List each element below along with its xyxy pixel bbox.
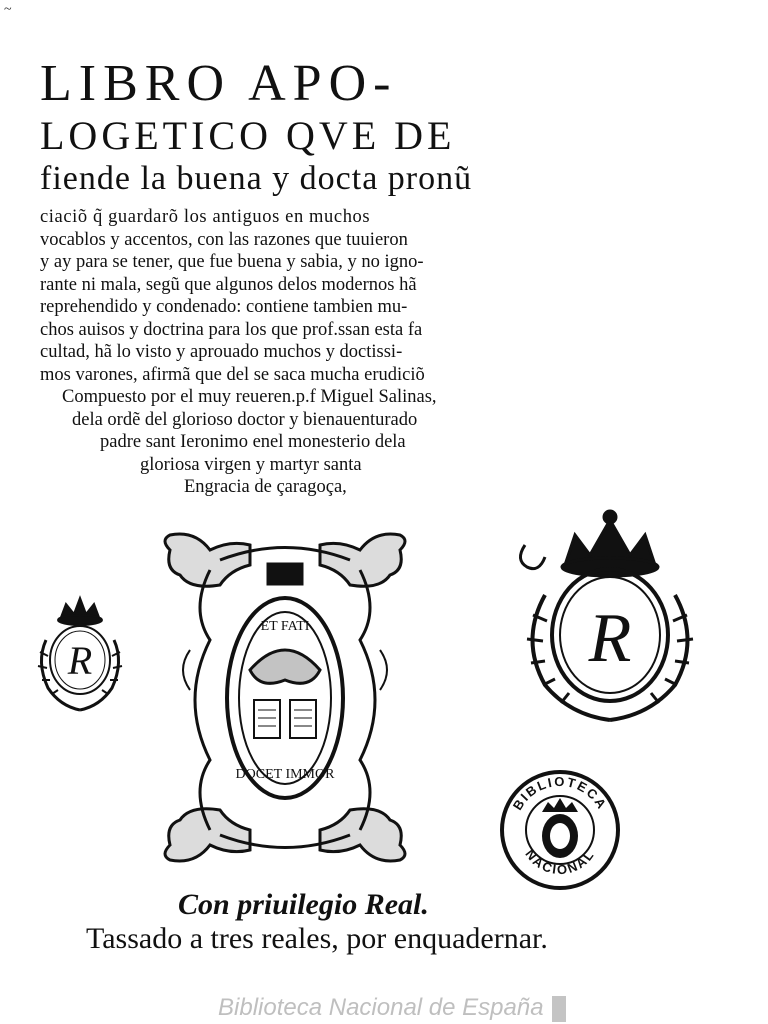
stamp-text-top: BIBLIOTECA <box>509 773 611 813</box>
corner-mark: ~ <box>4 2 12 17</box>
biblioteca-nacional-stamp <box>498 768 622 892</box>
description-line: vocablos y accentos, con las razones que tuuieron <box>40 229 408 250</box>
title-description <box>40 206 560 499</box>
title-line-2: LOGETICO QVE DE <box>40 113 456 158</box>
description-line: reprehendido y condenado: contiene tambien mu- <box>40 297 408 317</box>
watermark-marker <box>552 996 566 1022</box>
small-crowned-r-stamp <box>30 590 130 720</box>
description-line: y ay para se tener, que fue buena y sabia, y no igno- <box>40 252 424 272</box>
price-line: Tassado a tres reales, por enquadernar. <box>86 922 548 955</box>
large-stamp-letter: R <box>588 600 632 677</box>
small-stamp-letter: R <box>67 638 93 683</box>
title-line-3: fiende la buena y docta pronũ <box>40 160 473 197</box>
device-motto-bottom: DOCET IMMOR <box>235 767 335 782</box>
place-line: Engracia de çaragoça, <box>184 477 347 497</box>
order-line: dela ordẽ del glorioso doctor y bienauenturado <box>72 409 418 430</box>
library-watermark: Biblioteca Nacional de España <box>218 994 544 1021</box>
description-line: chos auisos y doctrina para los que prof.ssan esta fa <box>40 319 423 340</box>
stamp-text-bottom: NACIONAL <box>522 846 598 878</box>
large-crowned-r-stamp <box>515 505 705 725</box>
place-line: gloriosa virgen y martyr santa <box>140 454 362 475</box>
description-line: cultad, hã lo visto y aprouado muchos y doctissi- <box>40 342 403 362</box>
title-line-1: LIBRO APO- <box>40 55 398 112</box>
place-line: padre sant Ieronimo enel monesterio dela <box>100 432 406 452</box>
description-line: mos varones, afirmã que del se saca mucha erudiciõ <box>40 364 425 385</box>
device-motto-top: ET FATI <box>260 619 310 634</box>
royal-privilege-line: Con priuilegio Real. <box>178 888 429 921</box>
title-block <box>40 55 560 499</box>
printer-device <box>150 530 420 865</box>
description-line: ciaciõ q̃ guardarõ los antiguos en muchos <box>40 207 371 227</box>
description-line: rante ni mala, segũ que algunos delos modernos hã <box>40 274 417 295</box>
author-line: Compuesto por el muy reueren.p.f Miguel Salinas, <box>62 387 437 407</box>
